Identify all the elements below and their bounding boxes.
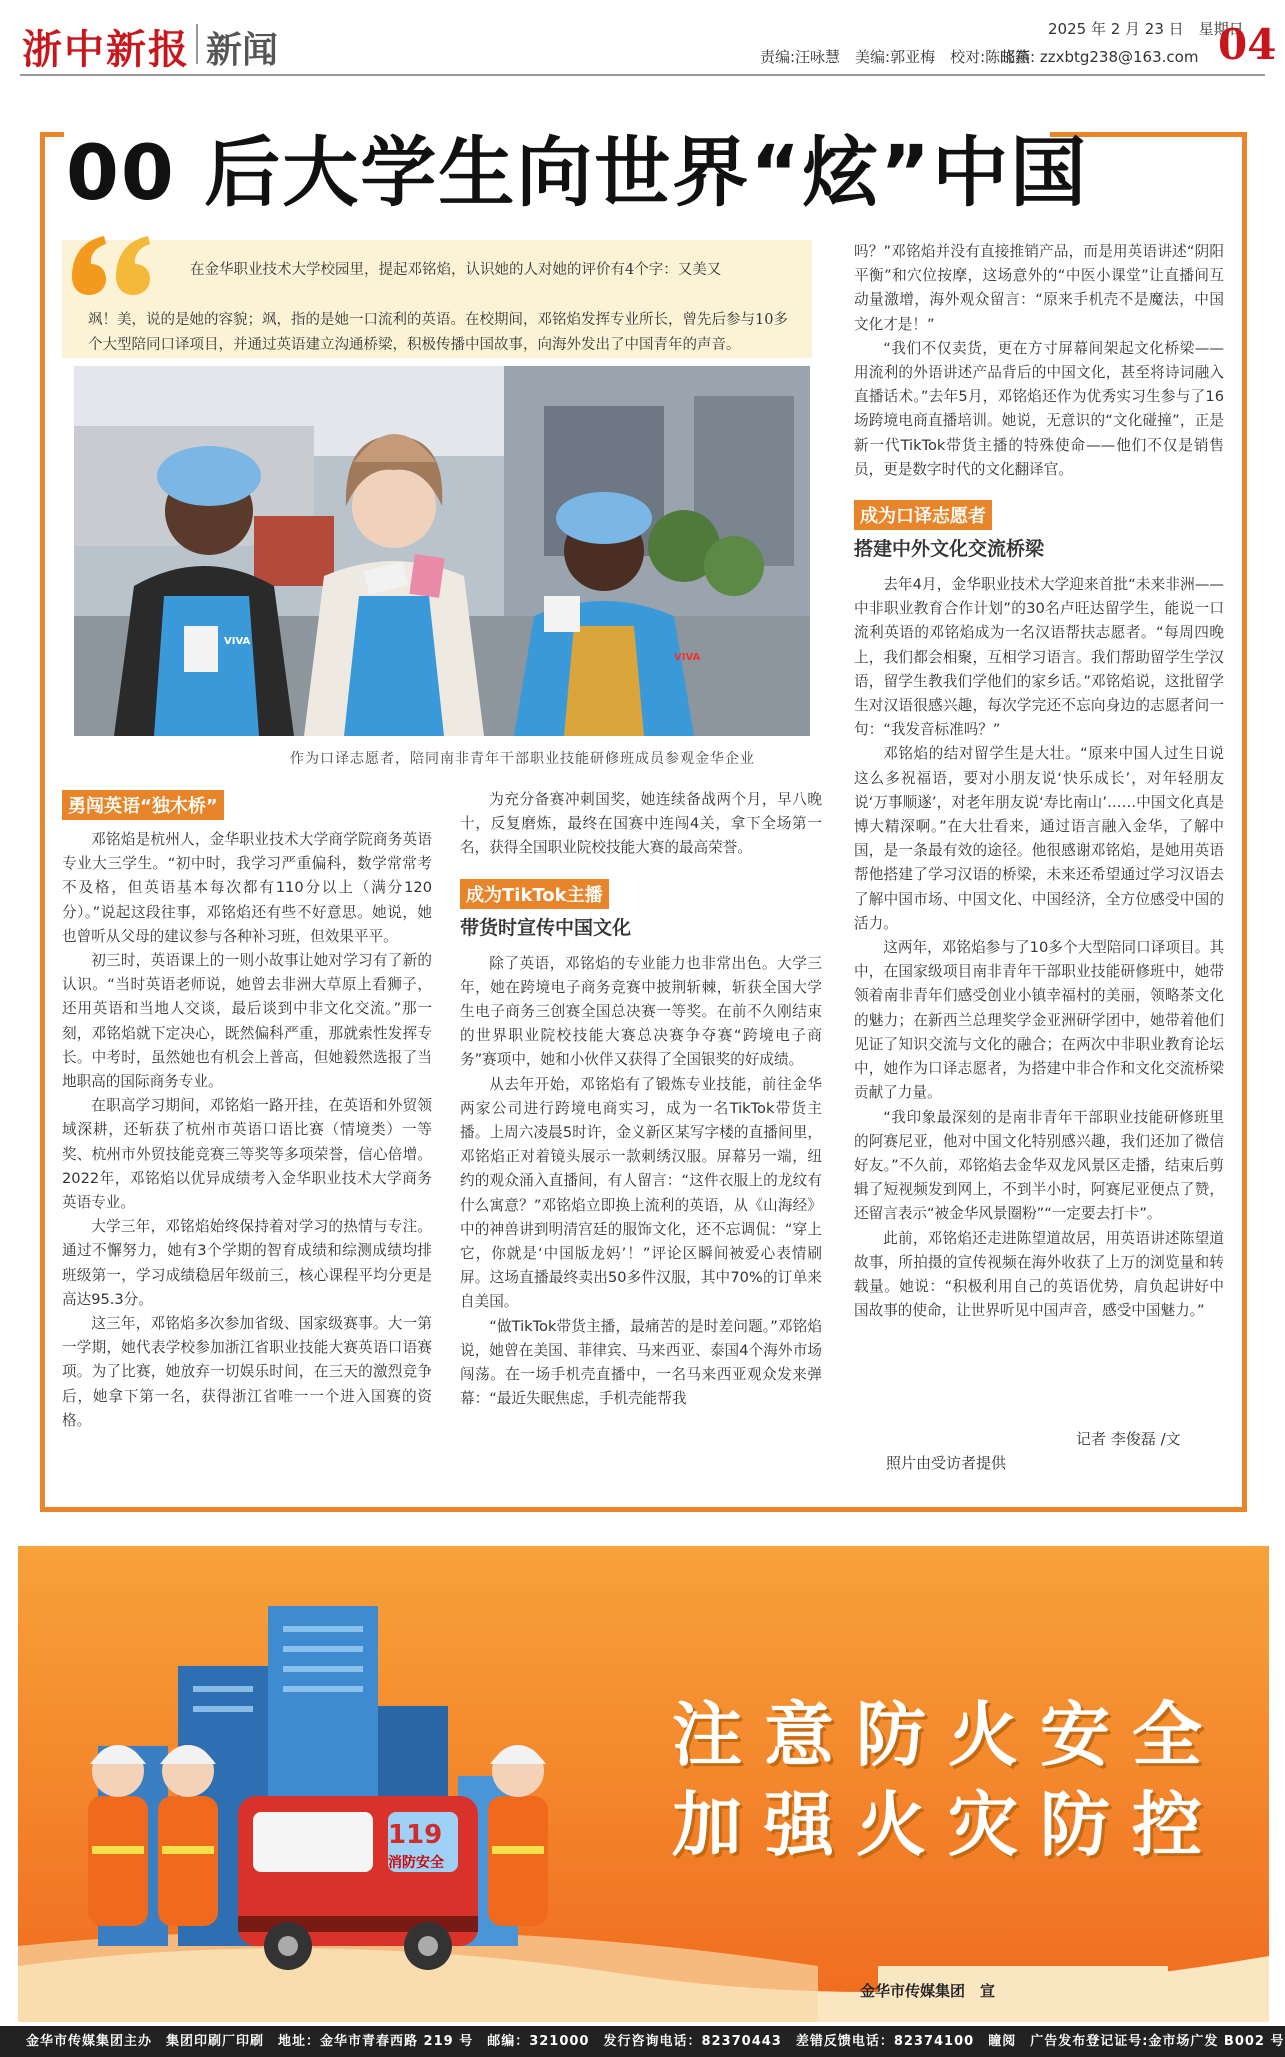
- newspaper-logo: 浙中新报: [22, 26, 190, 73]
- column-3: [854, 240, 1224, 1323]
- paragraph: “我们不仅卖货，更在方寸屏幕间架起文化桥梁——用流利的外语讲述产品背后的中国文化，甚至将诗词融入直播话术。”去年5月，邓铭焰还作为优秀实习生参与了16场跨境电商直播培训。她说，无意识的“文化碰撞”，正是新一代TikTok带货主播的特殊使命——他们不仅是销售员，更是数字时代的文化翻译官。: [854, 339, 1224, 478]
- section-subtitle-2: 带货时宣传中国文化: [460, 916, 632, 939]
- byline-prefix: 记者: [1076, 1430, 1107, 1448]
- paragraph: 这两年，邓铭焰参与了10多个大型陪同口译项目。其中，在国家级项目南非青年干部职业技能研修班中，她带领着南非青年们感受创业小镇幸福村的美丽，领略茶文化的魅力；在新西兰总理奖学金亚洲研学团中，她带着他们见证了知识交流与文化的融合；在两次中非职业教育论坛中，她作为口译志愿者，为搭建中非合作和文化交流桥梁贡献了力量。: [854, 939, 1224, 1102]
- paragraph: 吗？”邓铭焰并没有直接推销产品，而是用英语讲述“阴阳平衡”和穴位按摩，这场意外的“中医小课堂”让直播间互动量激增，海外观众留言：“原来手机壳不是魔法，中国文化才是！”: [854, 243, 1224, 333]
- headline: 00 后大学生向世界“炫”中国: [66, 128, 1089, 217]
- photo-credit: 照片由受访者提供: [886, 1454, 1007, 1472]
- byline: [1076, 1428, 1181, 1449]
- section-name: 新闻: [206, 30, 279, 71]
- footer-imprint: 金华市传媒集团主办 集团印刷厂印刷 地址：金华市青春西路 219 号 邮编：321000 发行咨询电话：82370443 差错反馈电话：82374100 瞳阅 广告发布登记证号:金市场广发 B002 号: [0, 2026, 1285, 2057]
- section-tag-3: 成为口译志愿者: [854, 500, 992, 530]
- section-tag-2: 成为TikTok主播: [460, 879, 609, 909]
- section-subtitle-3: 搭建中外文化交流桥梁: [854, 538, 1045, 561]
- column-3-text-b: [854, 573, 1224, 1323]
- paragraph: 除了英语，邓铭焰的专业能力也非常出色。大学三年，她在跨境电子商务竞赛中披荆斩棘，斩获全国大学生电子商务三创赛全国总决赛一等奖。在前不久刚结束的世界职业院校技能大赛总决赛争夺赛“跨境电子商务”赛项中，她和小伙伴又获得了全国银奖的好成绩。: [460, 954, 822, 1069]
- paragraph: 初三时，英语课上的一则小故事让她对学习有了新的认识。“当时英语老师说，她曾去非洲大草原上看狮子，还用英语和当地人交谈，最后谈到中非文化交流。”那一刻，邓铭焰就下定决心，既然偏科严重，那就索性发挥专长。中考时，虽然她也有机会上普高，但她毅然选报了当地职高的国际商务专业。: [62, 952, 432, 1091]
- ad-sponsor: 金华市传媒集团 宣: [860, 1982, 996, 2000]
- truck-label: 消防安全: [388, 1855, 444, 1871]
- vest-badge-right: VIVA: [674, 652, 701, 663]
- truck-number: 119: [388, 1820, 443, 1850]
- quote-icon: [64, 222, 164, 302]
- article-photo: [74, 366, 810, 736]
- masthead-divider: [196, 24, 198, 64]
- paragraph: 邓铭焰是杭州人，金华职业技术大学商学院商务英语专业大三学生。“初中时，我学习严重偏科，数学常常考不及格，但英语基本每次都有110分以上（满分120分）。”说起这段往事，邓铭焰还有些不好意思。她说，她也曾听从父母的建议参与各种补习班，但效果平平。: [62, 831, 432, 945]
- paragraph: 大学三年，邓铭焰始终保持着对学习的热情与专注。通过不懈努力，她有3个学期的智育成绩和综测成绩均排班级第一，学习成绩稳居年级前三，核心课程平均分更是高达95.3分。: [62, 1218, 432, 1308]
- byline-name: 李俊磊: [1110, 1430, 1156, 1448]
- paragraph: “做TikTok带货主播，最痛苦的是时差问题。”邓铭焰说，她曾在美国、菲律宾、马来西亚、泰国4个海外市场闯荡。在一场手机壳直播中，一名马来西亚观众发来弹幕：“最近失眠焦虑，手机壳能帮我: [460, 1317, 822, 1408]
- column-2-text-b: [460, 952, 822, 1412]
- masthead-rule: [20, 74, 1265, 76]
- paragraph: 邓铭焰的结对留学生是大壮。“原来中国人过生日说这么多祝福语，要对小朋友说‘快乐成长’，对年轻朋友说‘万事顺遂’，对老年朋友说‘寿比南山’……中国文化真是博大精深啊。”在大壮看来，通过语言融入金华，了解中国，是一条最有效的途径。他很感谢邓铭焰，是她用英语帮他搭建了学习汉语的桥梁，未来还希望通过学习汉语去了解中国市场、中国文化、中国经济，全方位感受中国的活力。: [854, 745, 1224, 932]
- column-3-text-a: [854, 240, 1224, 482]
- vest-badge-left: VIVA: [224, 636, 251, 647]
- column-1: [62, 790, 432, 1433]
- frame-top-left: [40, 132, 64, 137]
- photo-caption: 作为口译志愿者，陪同南非青年干部职业技能研修班成员参观金华企业: [290, 751, 755, 767]
- paragraph: 从去年开始，邓铭焰有了锻炼专业技能，前往金华两家公司进行跨境电商实习，成为一名TikTok带货主播。上周六凌晨5时许，金义新区某写字楼的直播间里，邓铭焰正对着镜头展示一款刺绣汉服。屏幕另一端，纽约的观众涌入直播间，有人留言：“这件衣服上的龙纹有什么寓意？”邓铭焰立即换上流利的英语，从《山海经》中的神兽讲到明清宫廷的服饰文化，还不忘调侃：“穿上它，你就是‘中国版龙妈’！”评论区瞬间被爱心表情刷屏。这场直播最终卖出50多件汉服，其中70%的订单来自美国。: [460, 1075, 822, 1311]
- paragraph: 在职高学习期间，邓铭焰一路开挂，在英语和外贸领域深耕，还斩获了杭州市英语口语比赛（情境类）一等奖、杭州市外贸技能竞赛三等奖等多项荣誉，信心倍增。2022年，邓铭焰以优异成绩考入金华职业技术大学商务英语专业。: [62, 1097, 432, 1212]
- byline-suffix: /文: [1160, 1430, 1181, 1448]
- ad-slogan-line-1: 注意防火安全: [672, 1693, 1224, 1776]
- lead-paragraph: 飒！美，说的是她的容貌；飒，指的是她一口流利的英语。在校期间，邓铭焰发挥专业所长，曾先后参与10多个大型陪同口译项目，并通过英语建立沟通桥梁，积极传播中国故事，向海外发出了中国青年的声音。: [88, 312, 788, 353]
- column-2-text-a: [460, 788, 822, 861]
- ad-slogan-line-2: 加强火灾防控: [672, 1783, 1224, 1866]
- paragraph: 这三年，邓铭焰多次参加省级、国家级赛事。大一第一学期，她代表学校参加浙江省职业技能大赛英语口语赛项。为了比赛，她放弃一切娱乐时间，在三天的激烈竞争后，她拿下第一名，获得浙江省唯一一个进入国赛的资格。: [62, 1315, 432, 1429]
- lead-paragraph-first-line: 在金华职业技术大学校园里，提起邓铭焰，认识她的人对她的评价有4个字：又美又: [190, 262, 722, 278]
- section-header-2: [460, 879, 822, 940]
- paragraph: “我印象最深刻的是南非青年干部职业技能研修班里的阿赛尼亚，他对中国文化特别感兴趣，我们还加了微信好友。”不久前，邓铭焰去金华双龙风景区走播，结束后剪辑了短视频发到网上，不到半小时，阿赛尼亚便点了赞，还留言表示“被金华风景圈粉”“一定要去打卡”。: [854, 1108, 1224, 1223]
- page-number: 04: [1218, 20, 1277, 69]
- paragraph: 去年4月，金华职业技术大学迎来首批“未来非洲——中非职业教育合作计划”的30名卢旺达留学生，能说一口流利英语的邓铭焰成为一名汉语帮扶志愿者。“每周四晚上，我们都会相聚，互相学习语言。我们帮助留学生学汉语，留学生教我们学他们的家乡话。”邓铭焰说，这批留学生对汉语很感兴趣，每次学完还不忘向身边的志愿者问一句：“我发音标准吗？”: [854, 576, 1224, 739]
- column-1-text: [62, 828, 432, 1433]
- paragraph: 此前，邓铭焰还走进陈望道故居，用英语讲述陈望道故事，所拍摄的宣传视频在海外收获了上万的浏览量和转载量。她说：“积极利用自己的英语优势，肩负起讲好中国故事的使命，让世界听见中国声音，感受中国魅力。”: [854, 1229, 1224, 1320]
- section-tag-1: 勇闯英语“独木桥”: [62, 790, 224, 820]
- column-2: [460, 788, 822, 1411]
- editor-credits: 责编:汪咏慧 美编:郭亚梅 校对:陈晓燕: [760, 48, 1031, 66]
- paragraph: 为充分备赛冲刺国奖，她连续备战两个月，早八晚十，反复磨炼，最终在国赛中连闯4关，拿下全场第一名，获得全国职业院校技能大赛的最高荣誉。: [460, 791, 822, 857]
- issue-date: 2025 年 2 月 23 日 星期日: [1048, 20, 1244, 38]
- section-header-3: [854, 500, 1224, 561]
- contact-email: 邮箱: zzxbtg238@163.com: [1000, 48, 1199, 66]
- ad-slogan: [672, 1690, 1224, 1870]
